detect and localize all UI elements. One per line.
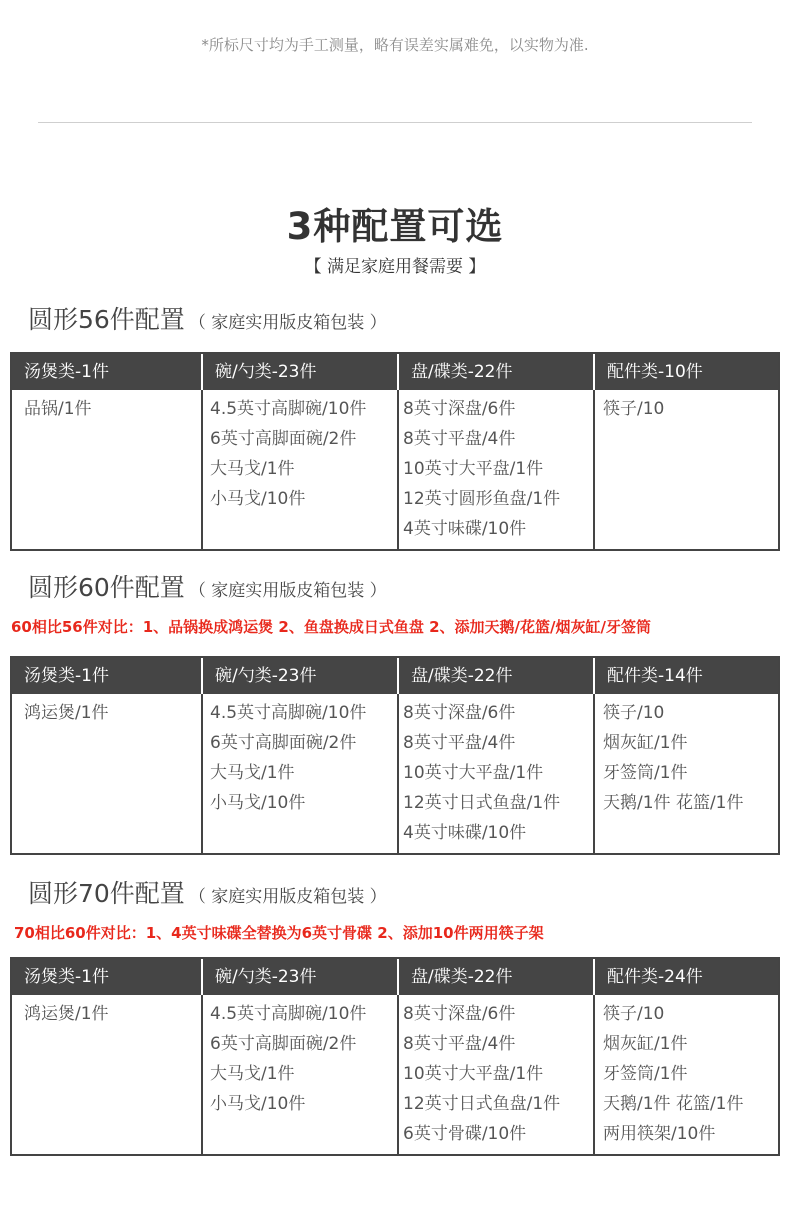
config-70-table bbox=[10, 957, 780, 1156]
config-packaging: （ 家庭实用版皮箱包装 ） bbox=[188, 313, 387, 333]
page-subtitle: 【 满足家庭用餐需要 】 bbox=[304, 257, 486, 277]
list-item: 8英寸平盘/4件 bbox=[403, 1034, 516, 1054]
table-header bbox=[12, 658, 778, 694]
list-item: 8英寸深盘/6件 bbox=[403, 399, 516, 419]
page-title: 3种配置可选 bbox=[286, 205, 504, 248]
list-item: 牙签筒/1件 bbox=[603, 1064, 688, 1084]
config-70-heading bbox=[28, 874, 387, 910]
bowls-cell bbox=[203, 390, 399, 549]
bowls-cell bbox=[203, 995, 399, 1154]
header-bowls: 碗/勺类-23件 bbox=[203, 959, 399, 995]
plates-cell bbox=[399, 390, 595, 549]
list-item: 品锅/1件 bbox=[24, 399, 92, 419]
header-plates: 盘/碟类-22件 bbox=[399, 658, 595, 694]
list-item: 烟灰缸/1件 bbox=[603, 1034, 688, 1054]
list-item: 4英寸味碟/10件 bbox=[403, 823, 527, 843]
config-packaging: （ 家庭实用版皮箱包装 ） bbox=[188, 581, 387, 601]
list-item: 天鹅/1件 花篮/1件 bbox=[603, 1094, 744, 1114]
list-item: 鸿运煲/1件 bbox=[24, 1004, 109, 1024]
list-item: 6英寸骨碟/10件 bbox=[403, 1124, 527, 1144]
config-packaging: （ 家庭实用版皮箱包装 ） bbox=[188, 887, 387, 907]
header-accessories: 配件类-24件 bbox=[607, 967, 703, 987]
header-accessories: 配件类-10件 bbox=[607, 362, 703, 382]
list-item: 4英寸味碟/10件 bbox=[403, 519, 527, 539]
config-name: 圆形60件配置 bbox=[28, 573, 185, 602]
list-item: 大马戈/1件 bbox=[210, 1064, 295, 1084]
table-body bbox=[12, 995, 778, 1154]
header-soup: 汤煲类-1件 bbox=[12, 658, 203, 694]
header-bowls: 碗/勺类-23件 bbox=[203, 658, 399, 694]
config-name: 圆形56件配置 bbox=[28, 305, 185, 334]
plates-cell bbox=[399, 694, 595, 853]
config-60-table bbox=[10, 656, 780, 855]
list-item: 12英寸圆形鱼盘/1件 bbox=[403, 489, 561, 509]
list-item: 筷子/10 bbox=[603, 1004, 665, 1024]
list-item: 12英寸日式鱼盘/1件 bbox=[403, 793, 561, 813]
list-item: 10英寸大平盘/1件 bbox=[403, 763, 544, 783]
accessories-cell bbox=[595, 694, 778, 853]
list-item: 烟灰缸/1件 bbox=[603, 733, 688, 753]
header-plates: 盘/碟类-22件 bbox=[399, 959, 595, 995]
list-item: 8英寸平盘/4件 bbox=[403, 429, 516, 449]
list-item: 4.5英寸高脚碗/10件 bbox=[210, 1004, 367, 1024]
table-body bbox=[12, 390, 778, 549]
list-item: 10英寸大平盘/1件 bbox=[403, 459, 544, 479]
list-item: 8英寸深盘/6件 bbox=[403, 703, 516, 723]
header-plates: 盘/碟类-22件 bbox=[399, 354, 595, 390]
config-56-table bbox=[10, 352, 780, 551]
plates-cell bbox=[399, 995, 595, 1154]
list-item: 小马戈/10件 bbox=[210, 1094, 306, 1114]
soup-cell bbox=[12, 390, 203, 549]
list-item: 筷子/10 bbox=[603, 399, 665, 419]
list-item: 鸿运煲/1件 bbox=[24, 703, 109, 723]
disclaimer-note: *所标尺寸均为手工测量，略有误差实属难免，以实物为准. bbox=[201, 36, 589, 54]
header-soup: 汤煲类-1件 bbox=[12, 959, 203, 995]
header-soup: 汤煲类-1件 bbox=[12, 354, 203, 390]
bowls-cell bbox=[203, 694, 399, 853]
list-item: 6英寸高脚面碗/2件 bbox=[210, 429, 357, 449]
config-60-comparison: 60相比56件对比：1、品锅换成鸿运煲 2、鱼盘换成日式鱼盘 2、添加天鹅/花篮/烟灰缸/牙签筒 bbox=[11, 618, 651, 636]
divider bbox=[38, 122, 752, 123]
config-56-heading bbox=[28, 300, 387, 336]
list-item: 6英寸高脚面碗/2件 bbox=[210, 733, 357, 753]
soup-cell bbox=[12, 995, 203, 1154]
list-item: 8英寸深盘/6件 bbox=[403, 1004, 516, 1024]
header-accessories: 配件类-14件 bbox=[607, 666, 703, 686]
accessories-cell bbox=[595, 995, 778, 1154]
list-item: 12英寸日式鱼盘/1件 bbox=[403, 1094, 561, 1114]
soup-cell bbox=[12, 694, 203, 853]
list-item: 小马戈/10件 bbox=[210, 793, 306, 813]
list-item: 大马戈/1件 bbox=[210, 763, 295, 783]
accessories-cell bbox=[595, 390, 778, 549]
list-item: 筷子/10 bbox=[603, 703, 665, 723]
config-60-heading bbox=[28, 568, 387, 604]
list-item: 6英寸高脚面碗/2件 bbox=[210, 1034, 357, 1054]
list-item: 4.5英寸高脚碗/10件 bbox=[210, 703, 367, 723]
table-header bbox=[12, 959, 778, 995]
list-item: 4.5英寸高脚碗/10件 bbox=[210, 399, 367, 419]
list-item: 两用筷架/10件 bbox=[603, 1124, 716, 1144]
list-item: 10英寸大平盘/1件 bbox=[403, 1064, 544, 1084]
list-item: 大马戈/1件 bbox=[210, 459, 295, 479]
table-body bbox=[12, 694, 778, 853]
list-item: 牙签筒/1件 bbox=[603, 763, 688, 783]
list-item: 小马戈/10件 bbox=[210, 489, 306, 509]
config-name: 圆形70件配置 bbox=[28, 879, 185, 908]
list-item: 天鹅/1件 花篮/1件 bbox=[603, 793, 744, 813]
header-bowls: 碗/勺类-23件 bbox=[203, 354, 399, 390]
config-70-comparison: 70相比60件对比：1、4英寸味碟全替换为6英寸骨碟 2、添加10件两用筷子架 bbox=[14, 924, 544, 942]
table-header bbox=[12, 354, 778, 390]
list-item: 8英寸平盘/4件 bbox=[403, 733, 516, 753]
